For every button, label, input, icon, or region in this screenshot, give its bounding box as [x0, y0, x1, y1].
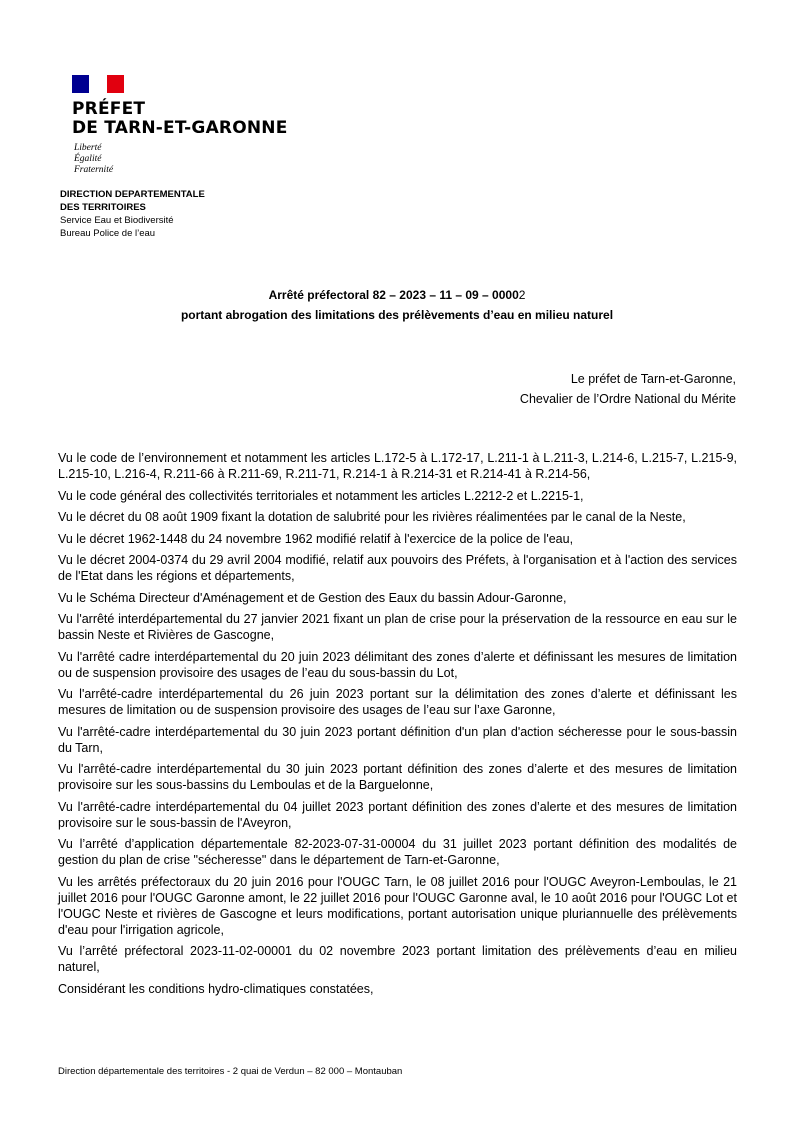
page-footer: Direction départementale des territoires - 2 quai de Verdun – 82 000 – Montauban: [58, 1066, 403, 1077]
marianne-logo: [72, 75, 124, 93]
visa-item: Vu l’arrêté d’application départementale 82-2023-07-31-00004 du 31 juillet 2023 portant définition des modalités de gestion du plan de crise "sécheresse" dans le département de Tarn-et-Garonne,: [58, 837, 737, 867]
arrete-title: [0, 285, 794, 325]
direction-line1: DIRECTION DEPARTEMENTALE: [60, 189, 205, 200]
motto-fraternite: Fraternité: [74, 165, 114, 175]
flag-blue-band: [72, 75, 89, 93]
direction-bureau: Bureau Police de l’eau: [60, 228, 156, 239]
visa-item: Vu l'arrêté-cadre interdépartemental du 30 juin 2023 portant définition des zones d’alerte et des mesures de limitation provisoire sur les sous-bassins du Lemboulas et de la Barguelonne,: [58, 762, 737, 792]
considerant-item: Considérant les conditions hydro-climatiques constatées,: [58, 981, 374, 996]
motto-egalite: Égalité: [74, 154, 102, 164]
visa-item: Vu les arrêtés préfectoraux du 20 juin 2016 pour l'OUGC Tarn, le 08 juillet 2016 pour l'OUGC Aveyron-Lemboulas, le 21 juillet 2016 pour l'OUGC Garonne amont, le 22 juillet 2016 pour l'OUGC Garonne aval, le 10 août 2016 pour l'OUGC Lot et l'OUGC Neste et rivières de Gascogne et leurs modifications, portant autorisation unique pluriannuelle des prélèvements d'eau pour l'irrigation agricole,: [58, 874, 737, 937]
visas-list: [58, 450, 737, 1002]
visa-item: Vu l’arrêté préfectoral 2023-11-02-00001 du 02 novembre 2023 portant limitation des prélèvements d’eau en milieu naturel,: [58, 944, 737, 974]
arrete-number-last: 2: [518, 288, 526, 302]
republic-motto: [74, 143, 113, 176]
prefet-name-line: Le préfet de Tarn-et-Garonne,: [570, 372, 736, 386]
visa-item: Vu l'arrêté interdépartemental du 27 janvier 2021 fixant un plan de crise pour la préservation de la ressource en eau sur le bassin Neste et Rivières de Gascogne,: [58, 612, 737, 642]
prefet-signature-block: [520, 369, 736, 409]
visa-item: Vu le décret 1962-1448 du 24 novembre 1962 modifié relatif à l'exercice de la police de l'eau,: [58, 531, 574, 546]
visa-item: Vu le code de l’environnement et notamment les articles L.172-5 à L.172-17, L.211-1 à L.211-3, L.214-6, L.215-7, L.215-9, L.215-10, L.216-4, R.211-66 à R.211-69, R.211-71, R.214-1 à R.214-31 et R.214-41 à R.214-56,: [58, 451, 737, 481]
prefet-line1: PRÉFET: [72, 99, 146, 119]
visa-item: Vu le décret 2004-0374 du 29 avril 2004 modifié, relatif aux pouvoirs des Préfets, à l'organisation et à l'action des services de l'Etat dans les régions et départements,: [58, 553, 737, 583]
visa-item: Vu l'arrêté-cadre interdépartemental du 04 juillet 2023 portant définition des zones d’alerte et des mesures de limitation provisoire sur le sous-bassin de l'Aveyron,: [58, 799, 737, 830]
visa-item: Vu l'arrêté-cadre interdépartemental du 30 juin 2023 portant définition d'un plan d'action sécheresse pour le sous-bassin du Tarn,: [58, 724, 737, 755]
prefet-line2: DE TARN-ET-GARONNE: [72, 118, 288, 138]
direction-line2: DES TERRITOIRES: [60, 202, 146, 213]
visa-item: Vu le Schéma Directeur d'Aménagement et de Gestion des Eaux du bassin Adour-Garonne,: [58, 590, 567, 605]
arrete-number: [0, 285, 794, 305]
french-flag-icon: [72, 75, 124, 93]
prefet-honor-line: Chevalier de l’Ordre National du Mérite: [519, 392, 736, 406]
arrete-subtitle: portant abrogation des limitations des prélèvements d’eau en milieu naturel: [180, 308, 614, 322]
issuing-direction: [60, 188, 205, 240]
flag-white-band: [89, 75, 107, 93]
direction-service: Service Eau et Biodiversité: [60, 215, 174, 226]
visa-item: Vu le code général des collectivités territoriales et notamment les articles L.2212-2 et L.2215-1,: [58, 488, 584, 503]
motto-liberte: Liberté: [74, 143, 102, 153]
prefet-block-title: [72, 100, 288, 138]
flag-red-band: [107, 75, 124, 93]
visa-item: Vu l'arrêté-cadre interdépartemental du 26 juin 2023 portant sur la délimitation des zones d’alerte et définissant les mesures de limitation ou de suspension provisoire des usages de l’eau sur l’axe Garonne,: [58, 687, 737, 717]
arrete-number-prefix: Arrêté préfectoral 82 – 2023 – 11 – 09 – 0000: [268, 288, 519, 302]
visa-item: Vu l'arrêté cadre interdépartemental du 20 juin 2023 délimitant des zones d’alerte et définissant les mesures de limitation ou de suspension provisoire des usages de l’eau du sous-bassin du Lot,: [58, 649, 737, 680]
visa-item: Vu le décret du 08 août 1909 fixant la dotation de salubrité pour les rivières réalimentées par le canal de la Neste,: [58, 510, 686, 524]
